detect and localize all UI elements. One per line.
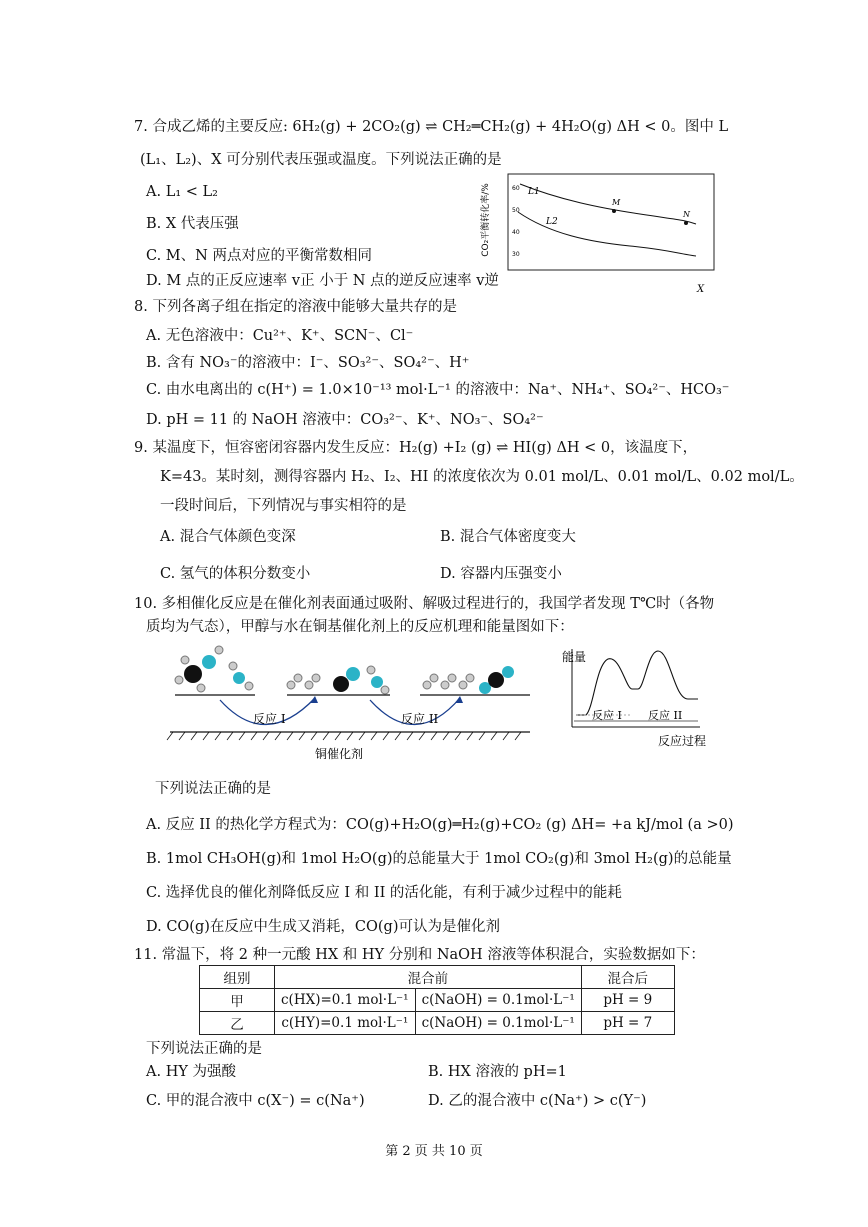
table-row [200,1012,675,1035]
q10-options-stem: 下列说法正确的是 [155,781,271,797]
q7-stem-line2: (L₁、L₂)、X 可分别代表压强或温度。下列说法正确的是 [140,152,502,168]
q8-option-c: C. 由水电离出的 c(H⁺) = 1.0×10⁻¹³ mol·L⁻¹ 的溶液中：Na⁺、NH₄⁺、SO₄²⁻、HCO₃⁻ [146,382,730,398]
q10-energy-seg2: 反应 II [648,709,683,722]
q7-chart-tick-3: 40 [512,229,520,236]
q7-point-n-label: N [683,210,690,219]
q11-option-c: C. 甲的混合液中 c(X⁻) = c(Na⁺) [146,1093,365,1109]
q8-option-a: A. 无色溶液中：Cu²⁺、K⁺、SCN⁻、Cl⁻ [146,328,414,344]
q10-energy-diagram [560,645,730,755]
q7-chart-xlabel: X [697,284,705,295]
table-cell-acid: c(HX)=0.1 mol·L⁻¹ [275,989,416,1012]
q10-energy-label-1: 能量 [562,650,587,664]
q7-stem-line1: 7. 合成乙烯的主要反应: 6H₂(g) + 2CO₂(g) ⇌ CH₂═CH₂(g) + 4H₂O(g) ΔH < 0。图中 L [134,119,729,135]
q9-stem-line1: 9. 某温度下，恒容密闭容器内发生反应：H₂(g) +I₂ (g) ⇌ HI(g) ΔH < 0，该温度下， [134,440,698,456]
q10-fig-reaction1: 反应 I [253,712,286,726]
q7-curve-l2-label: L2 [546,217,558,227]
q9-option-d: D. 容器内压强变小 [440,566,562,582]
q10-stem-line1: 10. 多相催化反应是在催化剂表面通过吸附、解吸过程进行的，我国学者发现 T℃时（各物 [134,596,715,612]
q10-energy-seg1: 反应 I [592,709,622,722]
q11-options-stem: 下列说法正确的是 [146,1041,262,1057]
table-header-after: 混合后 [581,966,674,989]
q7-point-n [684,221,688,225]
q11-stem: 11. 常温下，将 2 种一元酸 HX 和 HY 分别和 NaOH 溶液等体积混合，实验数据如下： [134,947,705,963]
q9-option-a: A. 混合气体颜色变深 [160,529,296,545]
q11-option-a: A. HY 为强酸 [146,1064,237,1080]
table-header-group: 组别 [200,966,275,989]
q11-option-b: B. HX 溶液的 pH=1 [428,1064,567,1080]
q9-stem-line2: K=43。某时刻，测得容器内 H₂、I₂、HI 的浓度依次为 0.01 mol/L、0.01 mol/L、0.02 mol/L。 [160,469,804,485]
q7-chart-tick-4: 30 [512,251,520,258]
q10-option-d: D. CO(g)在反应中生成又消耗，CO(g)可认为是催化剂 [146,919,500,935]
q9-option-c: C. 氢气的体积分数变小 [160,566,311,582]
q11-option-d: D. 乙的混合液中 c(Na⁺) > c(Y⁻) [428,1093,647,1109]
table-cell-ph: pH = 7 [581,1012,674,1035]
q8-option-d: D. pH = 11 的 NaOH 溶液中：CO₃²⁻、K⁺、NO₃⁻、SO₄²⁻ [146,412,544,428]
q7-chart-tick-2: 50 [512,207,520,214]
table-cell-acid: c(HY)=0.1 mol·L⁻¹ [275,1012,416,1035]
q7-point-m-label: M [612,198,621,207]
table-row [200,989,675,1012]
table-cell-ph: pH = 9 [581,989,674,1012]
q7-option-a: A. L₁ < L₂ [146,184,218,200]
q7-option-c: C. M、N 两点对应的平衡常数相同 [146,248,372,264]
q10-option-c: C. 选择优良的催化剂降低反应 I 和 II 的活化能，有利于减少过程中的能耗 [146,885,622,901]
table-cell-group: 乙 [200,1012,275,1035]
table-header-before: 混合前 [275,966,582,989]
q9-stem-line3: 一段时间后，下列情况与事实相符的是 [160,498,407,514]
q10-fig-catalyst: 铜催化剂 [315,747,364,761]
q7-option-d: D. M 点的正反应速率 v正 小于 N 点的逆反应速率 v逆 [146,273,499,289]
q7-curve-l1-label: L1 [528,187,540,197]
q10-stem-line2: 质均为气态），甲醇与水在铜基催化剂上的反应机理和能量图如下： [146,619,574,635]
table-cell-base: c(NaOH) = 0.1mol·L⁻¹ [415,1012,581,1035]
q10-mechanism-figure [165,640,545,765]
q10-option-a: A. 反应 II 的热化学方程式为：CO(g)+H₂O(g)═H₂(g)+CO₂ (g) ΔH= +a kJ/mol (a >0) [146,817,734,833]
q10-fig-reaction2: 反应 II [401,712,439,726]
table-cell-base: c(NaOH) = 0.1mol·L⁻¹ [415,989,581,1012]
q7-chart-ylabel: CO₂平衡转化率/% [481,183,491,257]
q7-conversion-chart [480,172,720,297]
table-header-row [200,966,675,989]
q10-energy-xlabel: 反应过程 [658,734,707,748]
q8-option-b: B. 含有 NO₃⁻的溶液中：I⁻、SO₃²⁻、SO₄²⁻、H⁺ [146,355,470,371]
q10-option-b: B. 1mol CH₃OH(g)和 1mol H₂O(g)的总能量大于 1mol CO₂(g)和 3mol H₂(g)的总能量 [146,851,732,867]
q7-option-b: B. X 代表压强 [146,216,239,232]
q7-chart-tick-1: 60 [512,185,520,192]
q11-data-table [199,965,675,1035]
q8-stem: 8. 下列各离子组在指定的溶液中能够大量共存的是 [134,299,457,315]
table-cell-group: 甲 [200,989,275,1012]
page-footer: 第 2 页 共 10 页 [385,1144,483,1159]
q9-option-b: B. 混合气体密度变大 [440,529,576,545]
q7-point-m [612,209,616,213]
